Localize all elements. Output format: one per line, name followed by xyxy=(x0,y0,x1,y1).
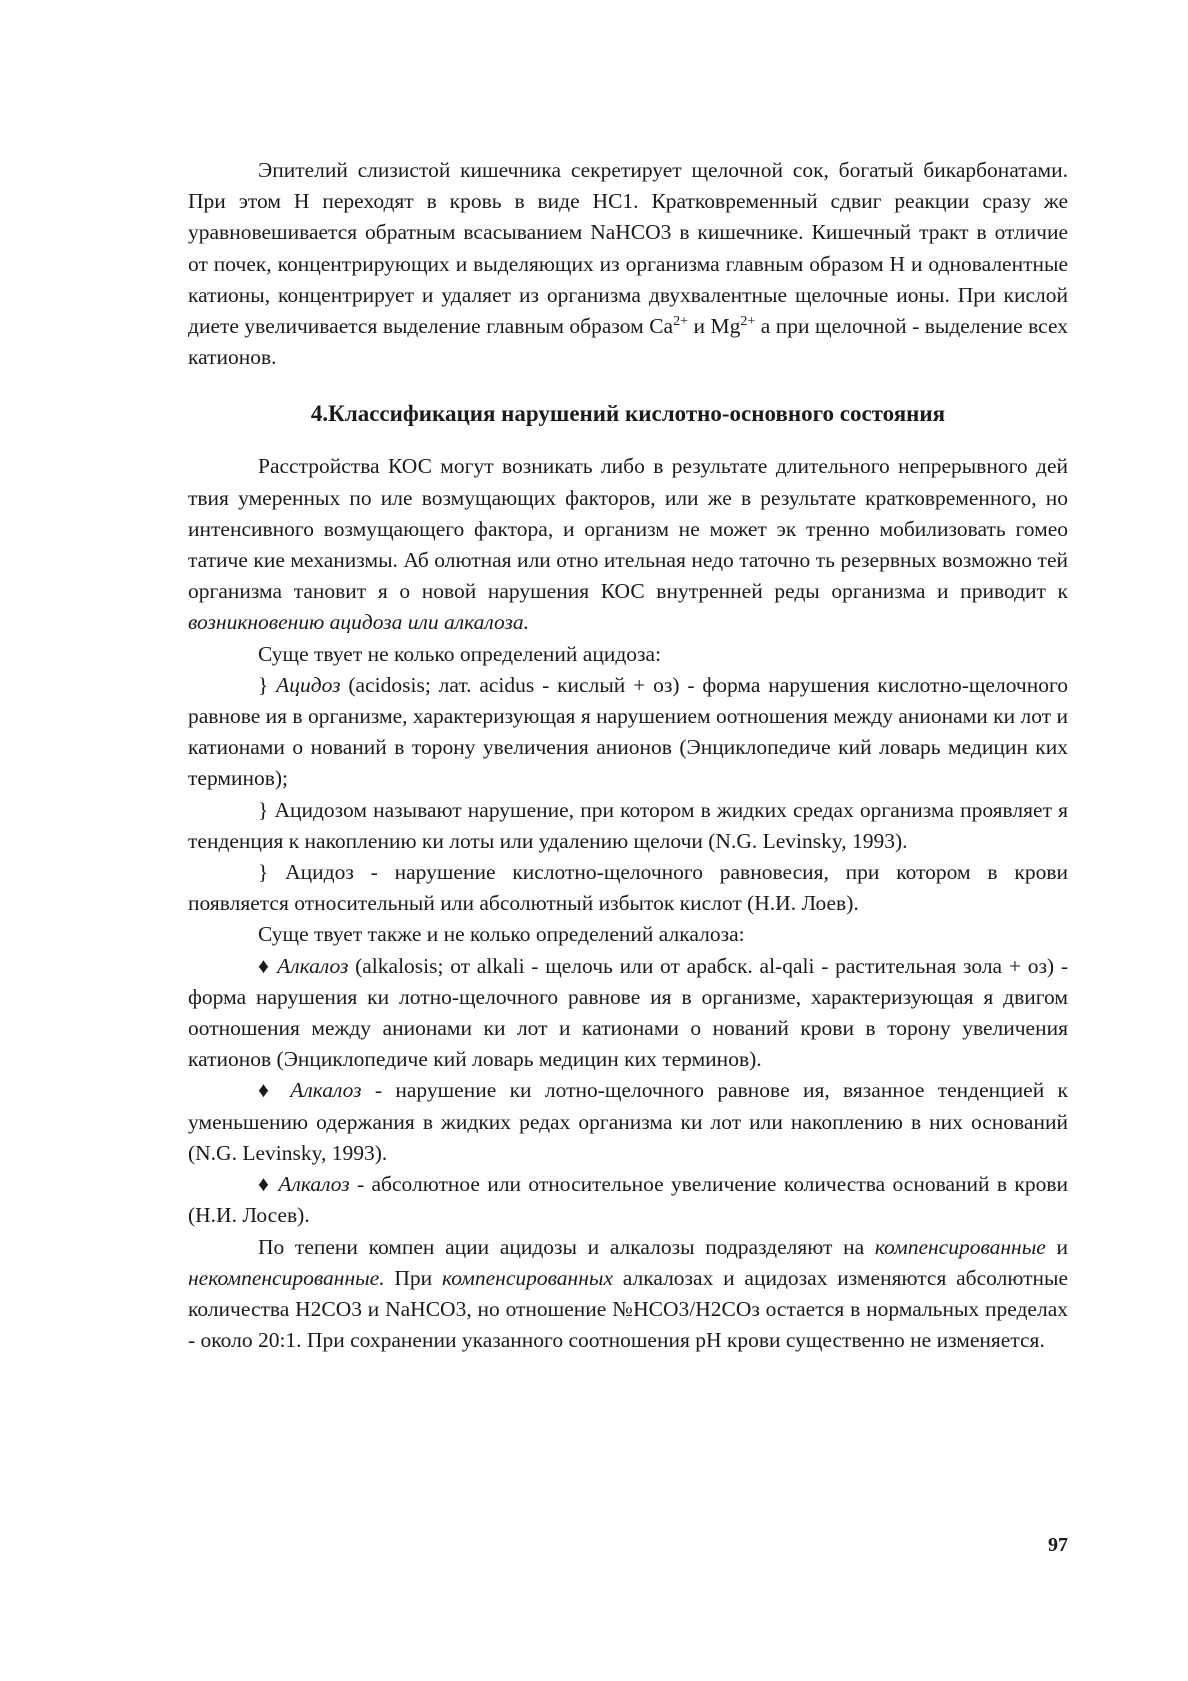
definition-acidosis-2: } Ацидозом называют нарушение, при котором в жидких средах организма проявляет я тенденция к накоплению ки лоты или удалению щелочи (N.G. Levinsky, 1993). xyxy=(188,797,1068,853)
charge-superscript: 2+ xyxy=(673,313,688,329)
paragraph-alkalosis-definitions-intro: Суще твует также и не колько определений алкалоза: xyxy=(258,922,745,947)
paragraph-compensation: По тепени компен ации ацидозы и алкалозы подразделяют на компенсированные и некомпенсированные. При компенсированных алкалозах и ацидозах изменяются абсолютные количества H2CO3 и NaHCO3, но отношение №НСО3/Н2СОз остается в нормальных пределах - около 20:1. При сохранении указанного соотношения рН крови существенно не изменяется. xyxy=(188,1234,1068,1353)
paragraph-intestinal-epithelium: Эпителий слизистой кишечника секретирует щелочной сок, богатый бикарбонатами. При этом Н переходят в кровь в виде НС1. Кратковременный сдвиг реакции сразу же уравновешивается обратным всасыванием NaHCO3 в кишечнике. Кишечный тракт в отличие от почек, концентрирующих и выделяющих из организма главным образом Н и одновалентные катионы, концентрирует и удаляет из организма двухвалентные щелочные ионы. При кислой диете увеличивается выделение главным образом $Са^{2+}$ и $Mg^{2+}$ а при щелочной - выделение всех катионов. xyxy=(188,158,1068,370)
definition-alkalosis-2: ♦ Алкалоз - нарушение ки лотно-щелочного равнове ия, вязанное тенденцией к уменьшению одержания в жидких редах организма ки лот или накоплению в них оснований (N.G. Levinsky, 1993). xyxy=(188,1078,1068,1165)
definition-alkalosis-1: ♦ Алкалоз (alkalosis; от alkali - щелочь или от арабск. al-qali - растительная зола + оз) - форма нарушения ки лотно-щелочного равнове ия в организме, характеризующая я двигом оотношения между анионами ки лот и катионами о нований крови в торону увеличения катионов (Энциклопедиче кий ловарь медицин ких терминов). xyxy=(188,953,1068,1072)
definition-acidosis-3: } Ацидоз - нарушение кислотно-щелочного равновесия, при котором в крови появляется относительный или абсолютный избыток кислот (Н.И. Лоев). xyxy=(188,860,1068,916)
bullet-marker: } xyxy=(258,672,277,697)
page-body xyxy=(188,155,1068,1356)
charge-superscript: 2+ xyxy=(740,313,756,329)
diamond-bullet-icon: ♦ xyxy=(258,1172,279,1197)
diamond-bullet-icon: ♦ xyxy=(258,1078,291,1103)
definition-alkalosis-3: ♦ Алкалоз - абсолютное или относительное увеличение количества оснований в крови (Н.И. Лосев). xyxy=(188,1172,1068,1228)
paragraph-kos-disorders: Расстройства КОС могут возникать либо в результате длительного непрерывного дей твия умеренных по иле возмущающих факторов, или же в результате кратковременного, но интенсивного возмущающего фактора, и организм не может эк тренно мобилизовать гомео татиче кие механизмы. Аб олютная или отно ительная недо таточно ть резервных возможно тей организма тановит я о новой нарушения КОС внутренней реды организма и приводит к возникновению ацидоза или алкалоза. xyxy=(188,454,1068,635)
section-heading: 4.Классификация нарушений кислотно-основного состояния xyxy=(310,401,946,427)
page-number: 97 xyxy=(1048,1534,1068,1556)
definition-acidosis-1: } Ацидоз (acidosis; лат. acidus - кислый + оз) - форма нарушения кислотно-щелочного равнове ия в организме, характеризующая я нарушением оотношения между анионами ки лот и катионами о нований в торону увеличения анионов (Энциклопедиче кий ловарь медицин ких терминов); xyxy=(188,672,1068,791)
diamond-bullet-icon: ♦ xyxy=(258,953,278,978)
paragraph-acidosis-definitions-intro: Суще твует не колько определений ацидоза: xyxy=(258,641,662,666)
